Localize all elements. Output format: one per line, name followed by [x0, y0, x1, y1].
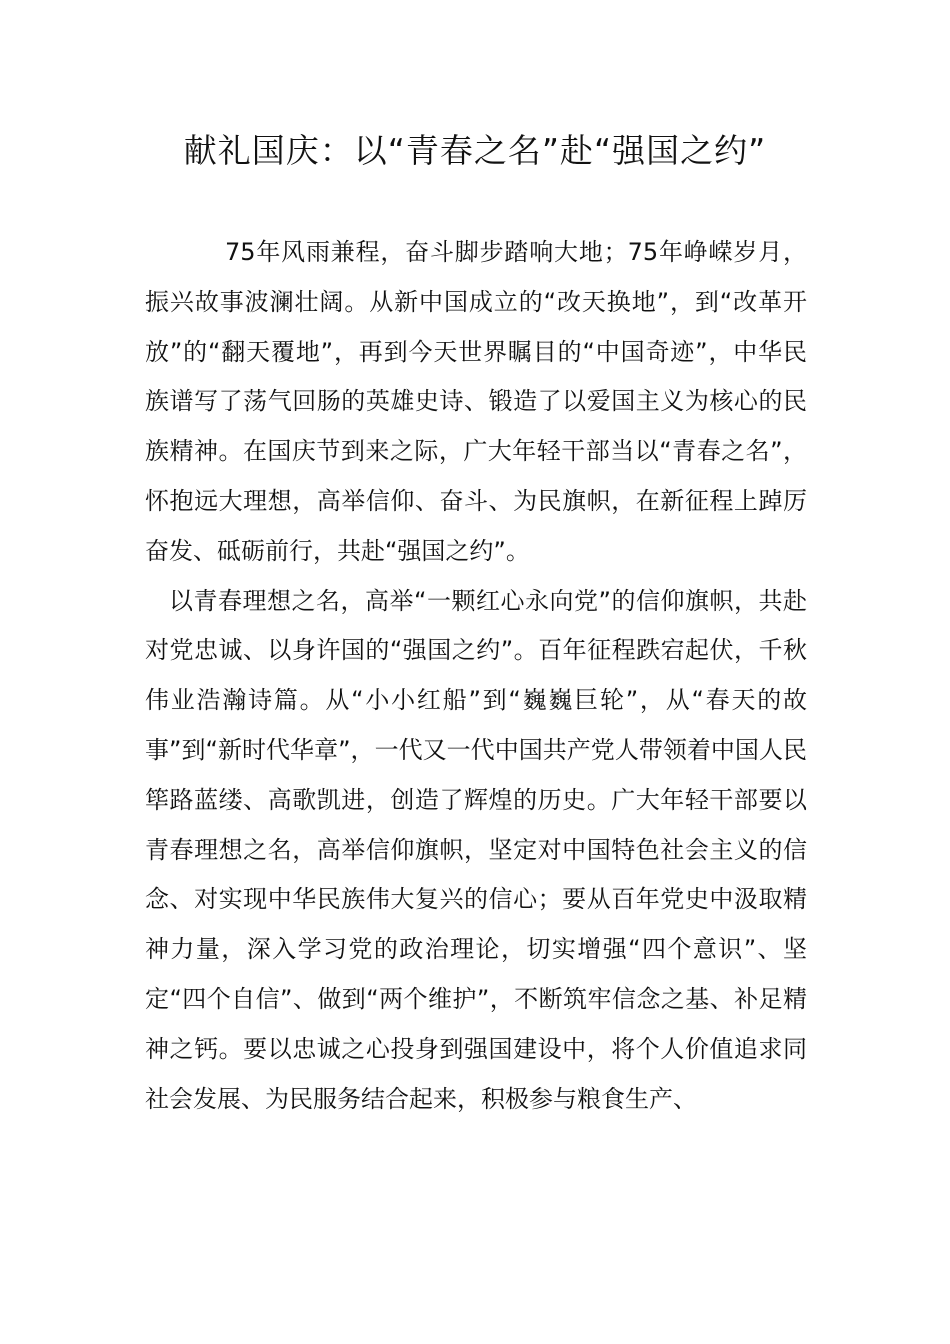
paragraph-2: 以青春理想之名，高举“一颗红心永向党”的信仰旗帜，共赴对党忠诚、以身许国的“强国之约”。百年征程跌宕起伏，千秋伟业浩瀚诗篇。从“小小红船”到“巍巍巨轮”，从“春天的故事”到“新时代华章”，一代又一代中国共产党人带领着中国人民筚路蓝缕、高歌凯进，创造了辉煌的历史。广大年轻干部要以青春理想之名，高举信仰旗帜，坚定对中国特色社会主义的信念、对实现中华民族伟大复兴的信心；要从百年党史中汲取精神力量，深入学习党的政治理论，切实增强“四个意识”、坚定“四个自信”、做到“两个维护”，不断筑牢信念之基、补足精神之钙。要以忠诚之心投身到强国建设中，将个人价值追求同社会发展、为民服务结合起来，积极参与粮食生产、	[145, 586, 807, 1113]
paragraph-1: 75年风雨兼程，奋斗脚步踏响大地；75年峥嵘岁月，振兴故事波澜壮阔。从新中国成立的“改天换地”，到“改革开放”的“翻天覆地”，再到今天世界瞩目的“中国奇迹”，中华民族谱写了荡气回肠的英雄史诗、锻造了以爱国主义为核心的民族精神。在国庆节到来之际，广大年轻干部当以“青春之名”，怀抱远大理想，高举信仰、奋斗、为民旗帜，在新征程上踔厉奋发、砥砺前行，共赴“强国之约”。	[145, 238, 807, 565]
document-title: 献礼国庆：以“青春之名”赴“强国之约”	[183, 131, 767, 170]
document-body	[145, 228, 807, 1124]
